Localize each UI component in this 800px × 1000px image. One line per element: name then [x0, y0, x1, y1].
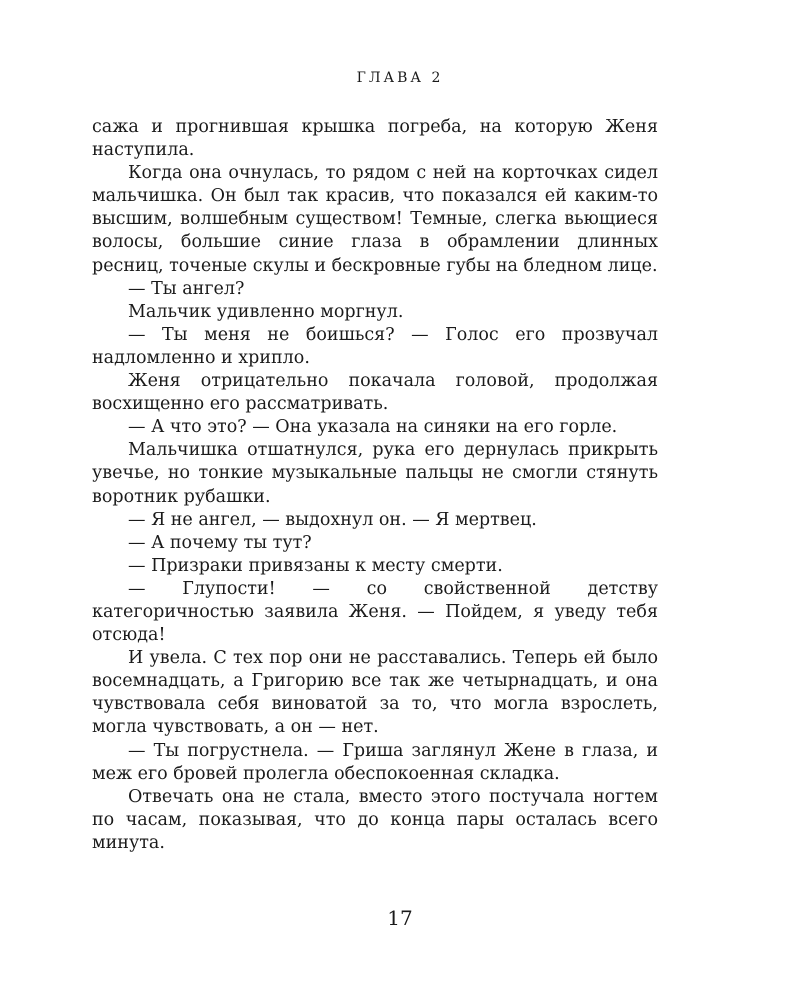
- paragraph: Отвечать она не стала, вместо этого постучала ногтем по часам, показывая, что до конца пары осталась всего минута.: [92, 786, 658, 853]
- body-text: [92, 116, 658, 855]
- paragraph: — А почему ты тут?: [128, 532, 312, 553]
- paragraph: И увела. С тех пор они не расставались. Теперь ей было восемнадцать, а Григорию все так же четырнадцать, и она чувствовала себя виноватой за то, что могла взрослеть, могла чувствовать, а он — нет.: [92, 648, 658, 738]
- page-number: 17: [387, 906, 413, 930]
- paragraph: Мальчишка отшатнулся, рука его дернулась прикрыть увечье, но тонкие музыкальные пальцы не смогли стянуть воротник рубашки.: [92, 440, 658, 507]
- paragraph: — Я не ангел, — выдохнул он. — Я мертвец.: [128, 509, 537, 530]
- paragraph: — Ты меня не боишься? — Голос его прозвучал надломленно и хрипло.: [92, 324, 658, 368]
- paragraph: — Ты погрустнела. — Гриша заглянул Жене в глаза, и меж его бровей пролегла обеспокоенная складка.: [92, 740, 658, 784]
- paragraph: Когда она очнулась, то рядом с ней на корточках сидел мальчишка. Он был так красив, что показался ей каким-то высшим, волшебным существом! Темные, слегка вьющиеся волосы, большие синие глаза в обрамлении длинных ресниц, точеные скулы и бескровные губы на бледном лице.: [92, 163, 658, 276]
- paragraph: — Глупости! — со свойственной детству категоричностью заявила Женя. — Пойдем, я уведу тебя отсюда!: [92, 578, 658, 646]
- chapter-header: ГЛАВА 2: [356, 70, 444, 86]
- paragraph: Женя отрицательно покачала головой, продолжая восхищенно его рассматривать.: [92, 371, 658, 415]
- paragraph: — Ты ангел?: [128, 278, 245, 299]
- paragraph: сажа и прогнившая крышка погреба, на которую Женя наступила.: [92, 117, 658, 161]
- paragraph: — Призраки привязаны к месту смерти.: [128, 555, 503, 576]
- paragraph: — А что это? — Она указала на синяки на его горле.: [128, 417, 618, 438]
- paragraph: Мальчик удивленно моргнул.: [128, 301, 404, 322]
